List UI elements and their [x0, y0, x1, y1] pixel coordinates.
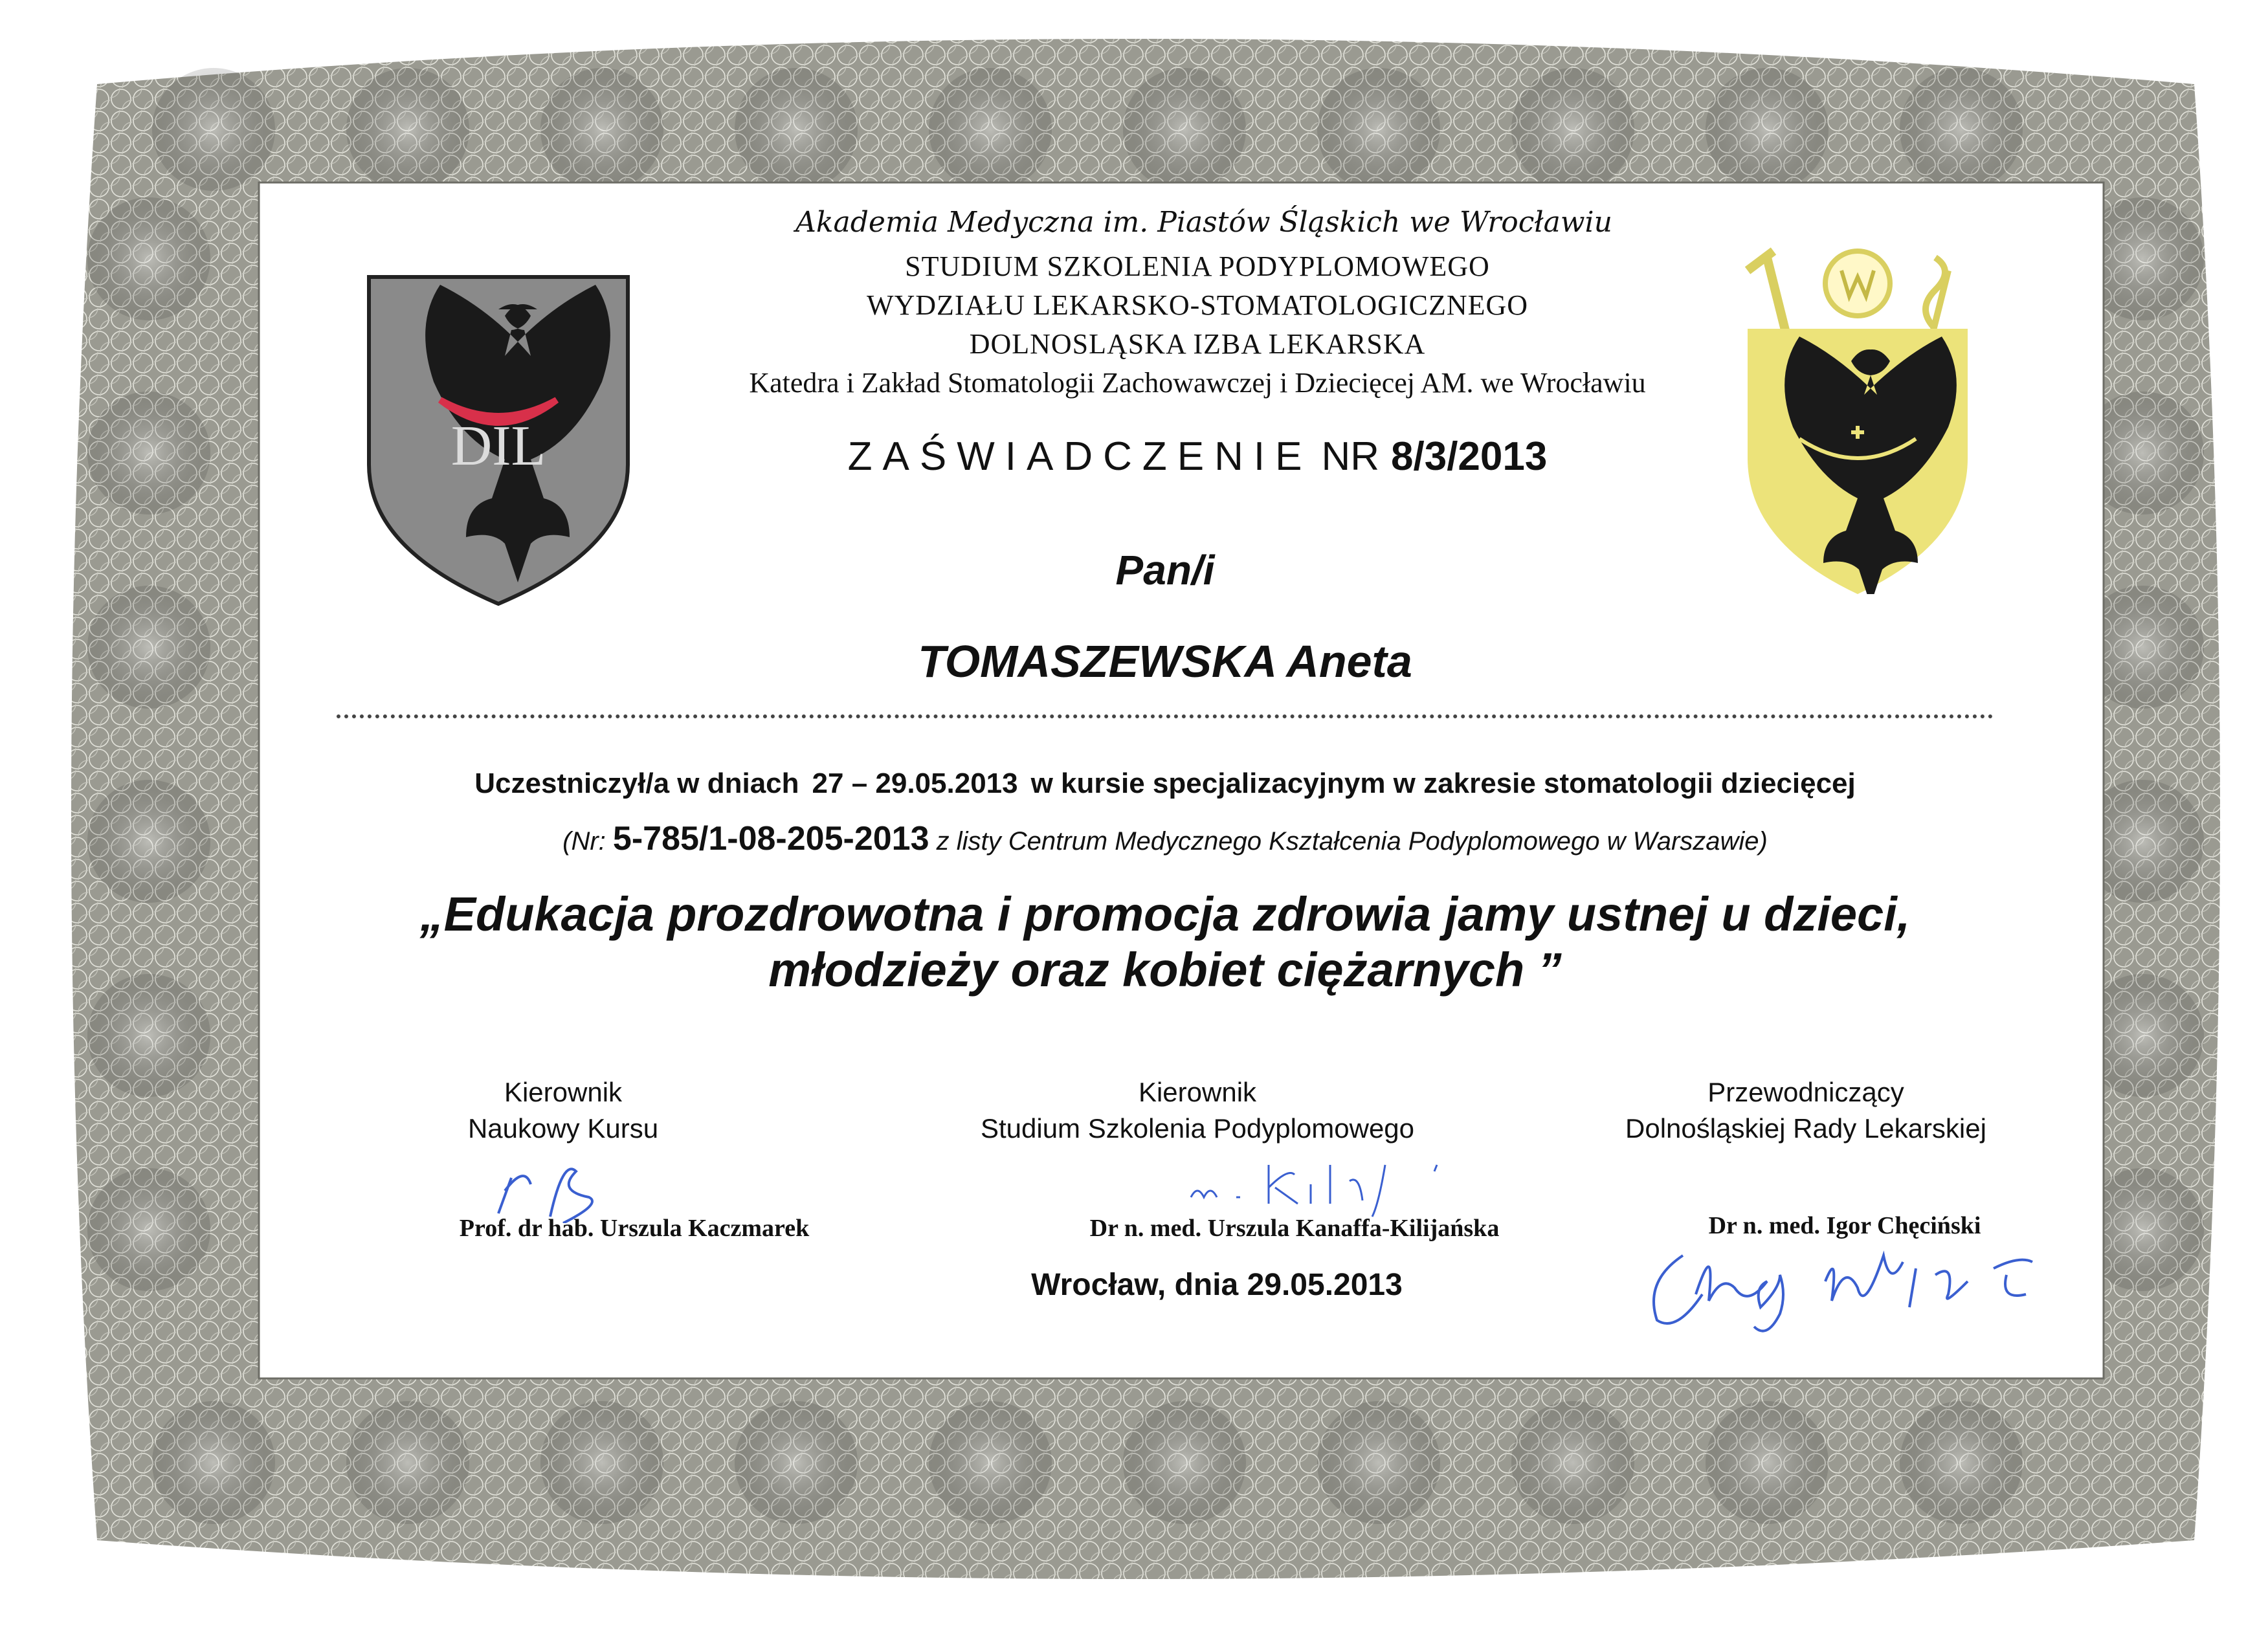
- frame-scallop: [152, 1401, 275, 1524]
- frame-scallop: [540, 1401, 663, 1524]
- frame-scallop: [1317, 1401, 1440, 1524]
- participation-lead: Uczestniczył/a w dniach: [474, 768, 799, 799]
- frame-scallop: [1900, 1401, 2023, 1524]
- registry-number: 5-785/1-08-205-2013: [612, 820, 929, 857]
- frame-scallop: [1706, 1401, 1829, 1524]
- frame-scallop: [1900, 68, 2023, 191]
- dil-letters: DIL: [450, 415, 546, 478]
- signatory-3-name: Dr n. med. Igor Chęciński: [1708, 1212, 1981, 1239]
- salutation: Pan/i: [1115, 547, 1215, 593]
- frame-scallop: [87, 392, 210, 514]
- frame-scallop: [735, 68, 858, 191]
- frame-scallop: [87, 197, 210, 320]
- signature-2: [1178, 1152, 1489, 1223]
- place-and-date: Wrocław, dnia 29.05.2013: [1031, 1268, 1403, 1302]
- frame-scallop: [152, 68, 275, 191]
- frame-scallop: [1123, 68, 1246, 191]
- frame-scallop: [1511, 68, 1634, 191]
- signatory-1-name: Prof. dr hab. Urszula Kaczmarek: [459, 1215, 810, 1242]
- signatory-1-role-line-2: Naukowy Kursu: [467, 1113, 659, 1144]
- title-nr: NR: [1321, 434, 1380, 479]
- header-line-2: WYDZIAŁU LEKARSKO-STOMATOLOGICZNEGO: [866, 289, 1529, 321]
- title-word: ZAŚWIADCZENIE: [847, 434, 1313, 479]
- signatory-1-role-line-1: Kierownik: [504, 1077, 623, 1107]
- header-line-3: DOLNOSLĄSKA IZBA LEKARSKA: [969, 328, 1426, 360]
- registry-suffix: z listy Centrum Medycznego Kształcenia Podyplomowego w Warszawie): [936, 827, 1768, 856]
- frame-scallop: [346, 68, 469, 191]
- recipient-name: TOMASZEWSKA Aneta: [918, 636, 1412, 687]
- frame-scallop: [1706, 68, 1829, 191]
- signature-3: [1631, 1230, 2071, 1353]
- frame-scallop: [929, 1401, 1052, 1524]
- frame-scallop: [1317, 68, 1440, 191]
- frame-scallop: [87, 1168, 210, 1291]
- signatory-3-role-line-1: Przewodniczący: [1707, 1077, 1904, 1107]
- frame-scallop: [87, 780, 210, 903]
- registry-prefix: (Nr:: [562, 827, 606, 856]
- signatory-2-role-line-1: Kierownik: [1138, 1077, 1257, 1107]
- header-line-4: Katedra i Zakład Stomatologii Zachowawczej i Dziecięcej AM. we Wrocławiu: [749, 367, 1646, 399]
- frame-scallop: [735, 1401, 858, 1524]
- frame-scallop: [87, 974, 210, 1097]
- frame-scallop: [1511, 1401, 1634, 1524]
- frame-scallop: [346, 1401, 469, 1524]
- certificate-title: [647, 434, 1748, 480]
- frame-scallop: [540, 68, 663, 191]
- signatory-2-role-line-2: Studium Szkolenia Podyplomowego: [980, 1113, 1415, 1144]
- certificate-number: 8/3/2013: [1391, 434, 1548, 479]
- participation-tail: w kursie specjalizacyjnym w zakresie stomatologii dziecięcej: [1030, 768, 1856, 799]
- signature-1: [485, 1152, 634, 1223]
- signatory-3-role: [1515, 1074, 2097, 1147]
- academy-name: Akademia Medyczna im. Piastów Śląskich we Wrocławiu: [795, 206, 1612, 239]
- course-title-line-1: „Edukacja prozdrowotna i promocja zdrowia jamy ustnej u dzieci,: [419, 887, 1911, 941]
- participation-statement: [362, 768, 1968, 800]
- header-line-1: STUDIUM SZKOLENIA PODYPLOMOWEGO: [905, 250, 1490, 282]
- signatory-2-name: Dr n. med. Urszula Kanaffa-Kilijańska: [1089, 1215, 1500, 1242]
- signatory-3-role-line-2: Dolnośląskiej Rady Lekarskiej: [1625, 1113, 1986, 1144]
- course-title-line-2: młodzieży oraz kobiet ciężarnych ”: [768, 943, 1562, 997]
- dotted-divider: [337, 714, 1994, 718]
- frame-scallop: [87, 586, 210, 709]
- signatory-2-role: [906, 1074, 1489, 1147]
- frame-scallop: [929, 68, 1052, 191]
- frame-scallop: [1123, 1401, 1246, 1524]
- signatory-1-role: [362, 1074, 764, 1147]
- registry-line: [362, 819, 1968, 858]
- participation-dates: 27 – 29.05.2013: [812, 768, 1018, 799]
